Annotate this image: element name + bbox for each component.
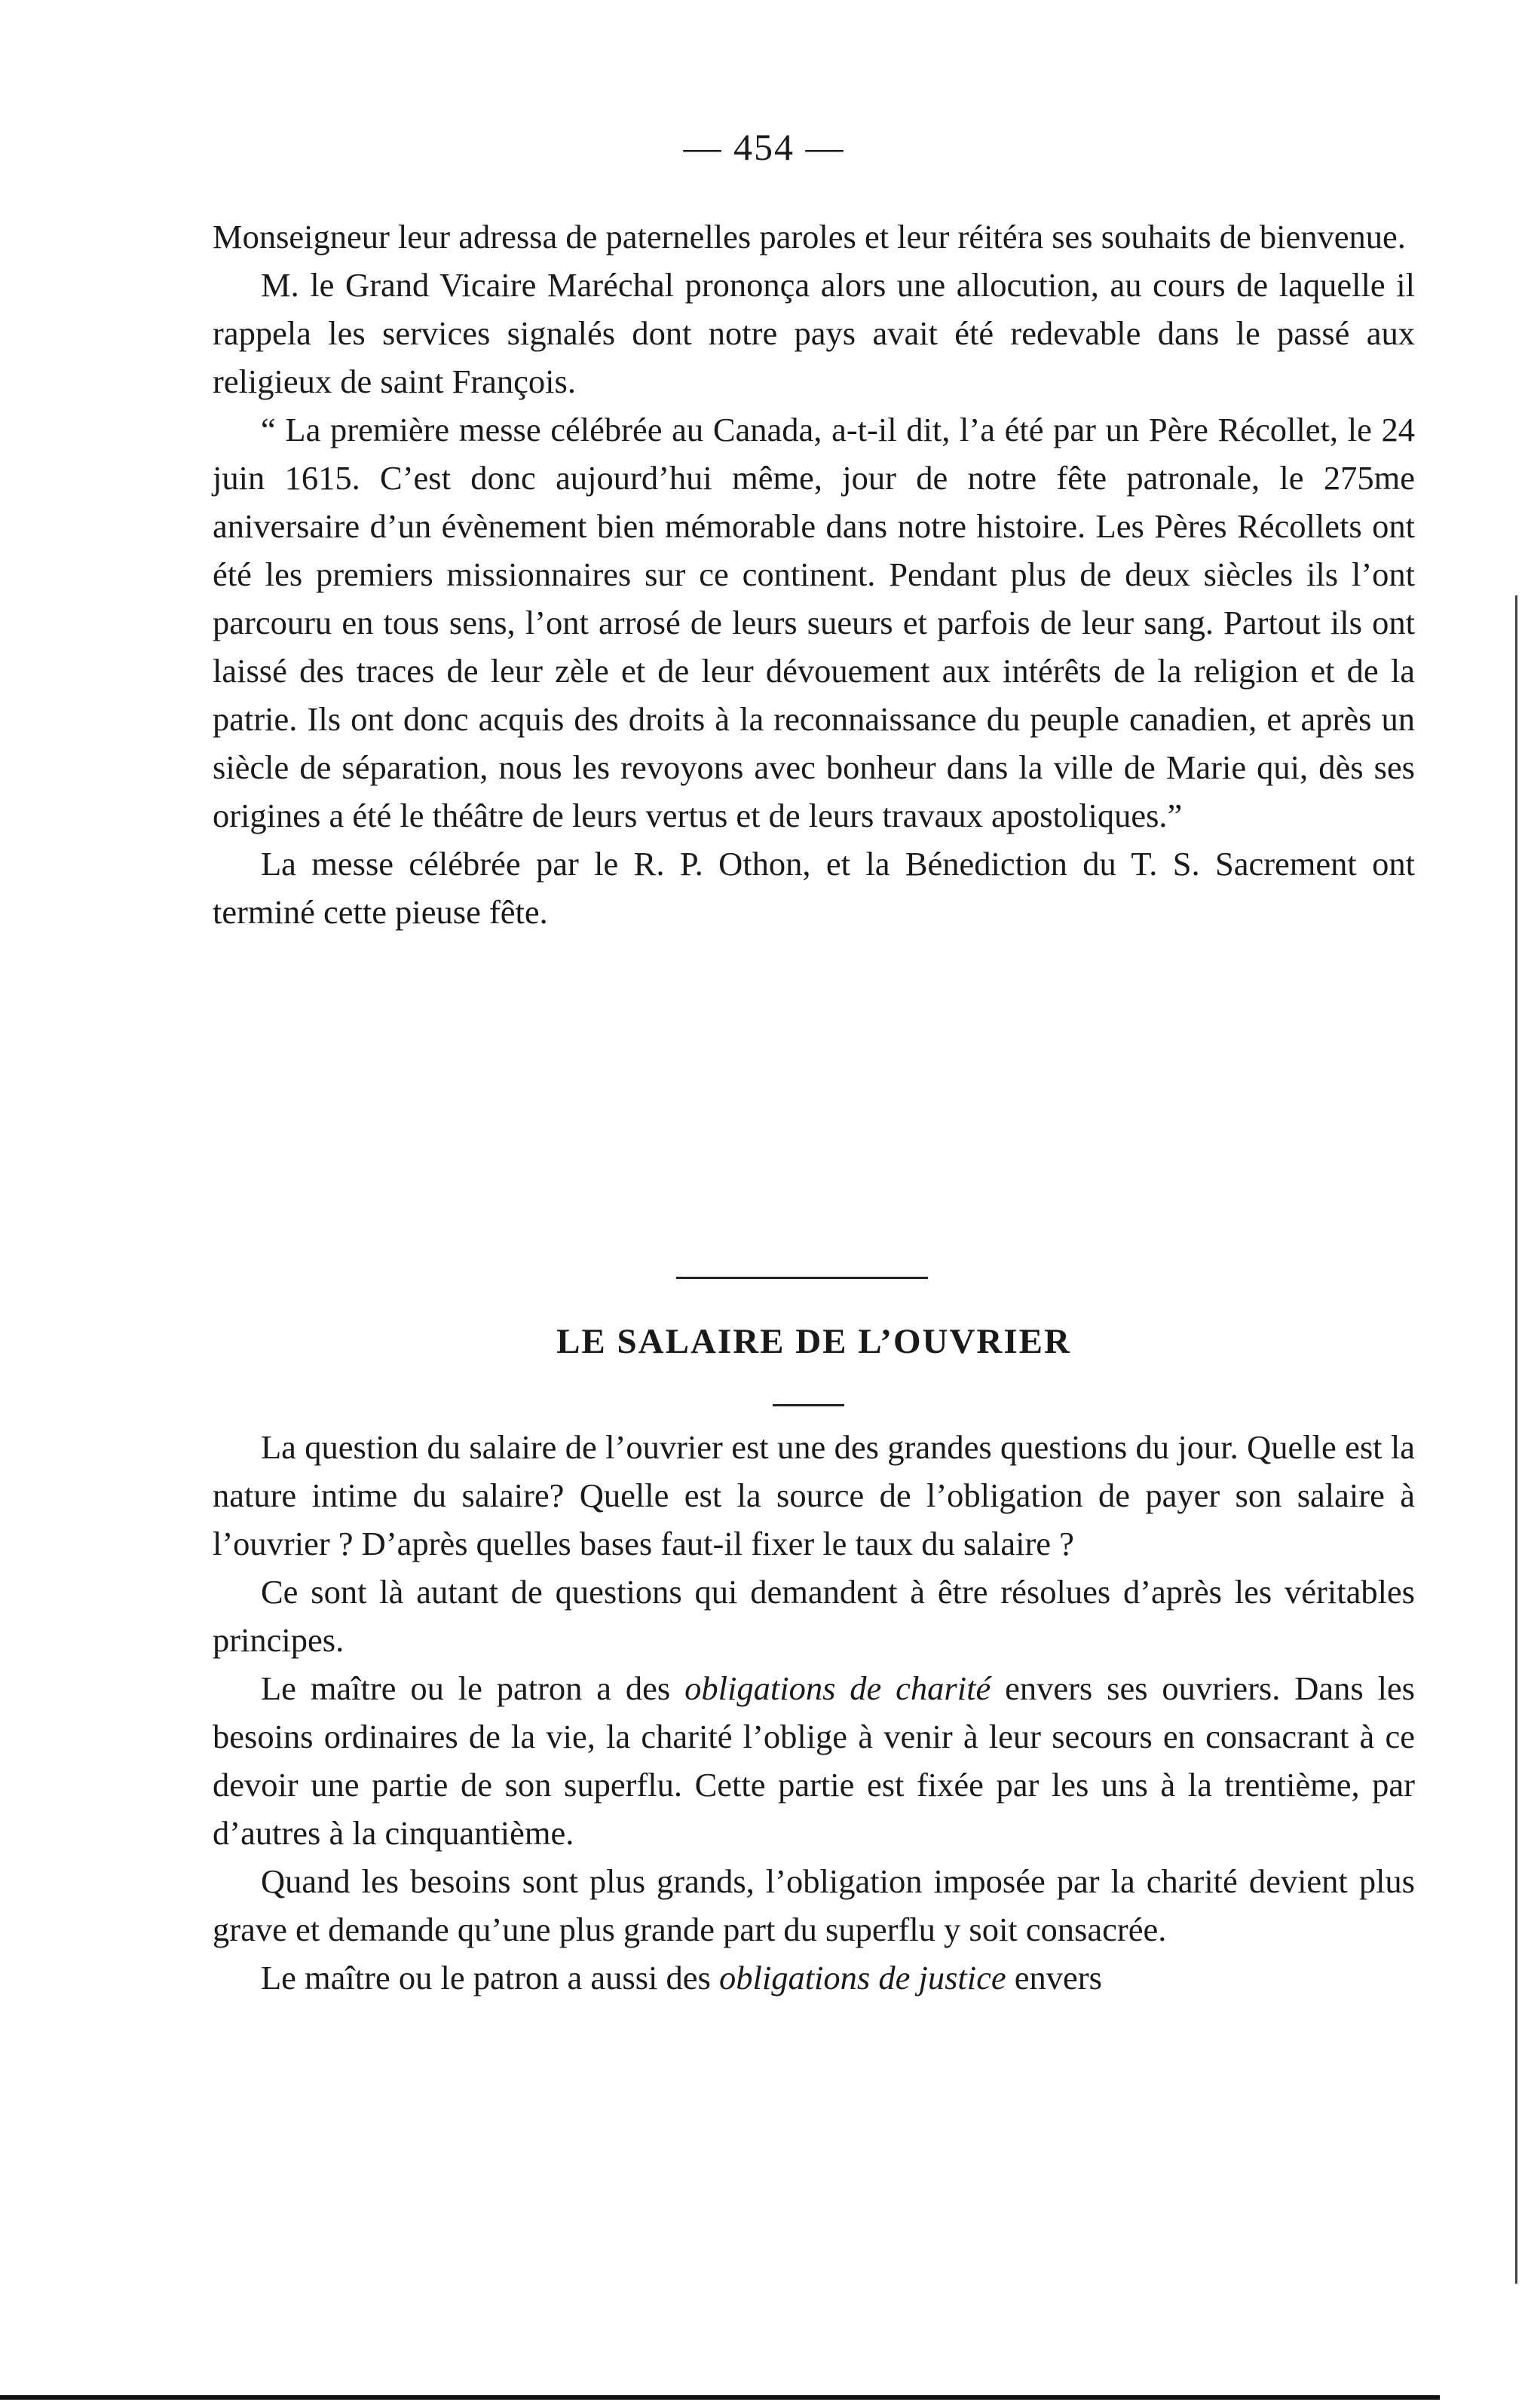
paragraph: Monseigneur leur adressa de paternelles paroles et leur réitéra ses souhaits de bienvenue. <box>213 218 1406 255</box>
scan-bottom-edge <box>0 2395 1440 2400</box>
paragraph-text: Le maître ou le patron a aussi des <box>261 1959 719 1996</box>
paragraph: La question du salaire de l’ouvrier est une des grandes questions du jour. Quelle est la nature intime du salaire? Quelle est la source de l’obligation de payer son salaire à l’ouvrier ? D’après quelles bases faut-il fixer le taux du salaire ? <box>213 1428 1415 1562</box>
paragraph: Quand les besoins sont plus grands, l’obligation imposée par la charité devient plus grave et demande qu’une plus grande part du superflu y soit consacrée. <box>213 1862 1415 1948</box>
paragraph-text: envers <box>1006 1959 1102 1996</box>
emphasis-text: obligations de charité <box>684 1669 991 1707</box>
section-2-text <box>213 1423 1415 2002</box>
section-1-text <box>213 213 1415 936</box>
paragraph: M. le Grand Vicaire Maréchal prononça alors une allocution, au cours de laquelle il rappela les services signalés dont notre pays avait été redevable dans le passé aux religieux de saint François. <box>213 266 1415 400</box>
paragraph <box>213 1954 1415 2002</box>
paragraph: Ce sont là autant de questions qui demandent à être résolues d’après les véritables principes. <box>213 1573 1415 1659</box>
paragraph <box>213 1664 1415 1857</box>
paragraph-text: Le maître ou le patron a des <box>261 1669 685 1707</box>
section-divider-rule <box>676 1277 928 1279</box>
section-heading: LE SALAIRE DE L’OUVRIER <box>556 1322 1071 1361</box>
emphasis-text: obligations de justice <box>718 1959 1006 1996</box>
scan-edge-line <box>1515 595 1517 2284</box>
paragraph: La messe célébrée par le R. P. Othon, et la Bénediction du T. S. Sacrement ont terminé cette pieuse fête. <box>213 845 1415 931</box>
paragraph: “ La première messe célébrée au Canada, a-t-il dit, l’a été par un Père Récollet, le 24 juin 1615. C’est donc aujourd’hui même, jour de notre fête patronale, le 275me aniversaire d’un évènement bien mémorable dans notre histoire. Les Pères Récollets ont été les premiers missionnaires sur ce continent. Pendant plus de deux siècles ils l’ont parcouru en tous sens, l’ont arrosé de leurs sueurs et parfois de leur sang. Partout ils ont laissé des traces de leur zèle et de leur dévouement aux intérêts de la religion et de la patrie. Ils ont donc acquis des droits à la reconnaissance du peuple canadien, et après un siècle de séparation, nous les revoyons avec bonheur dans la ville de Marie qui, dès ses origines a été le théâtre de leurs vertus et de leurs travaux apostoliques.” <box>213 411 1415 834</box>
paragraph-text: envers ses ouvriers. Dans les besoins ordinaires de la vie, la charité l’oblige à venir à leur secours en consacrant à ce devoir une partie de son superflu. Cette partie est fixée par les uns à la trentième, par d’autres à la cinquantième. <box>213 1669 1416 1852</box>
page-number: — 454 — <box>683 126 845 168</box>
heading-underline-rule <box>773 1404 844 1406</box>
